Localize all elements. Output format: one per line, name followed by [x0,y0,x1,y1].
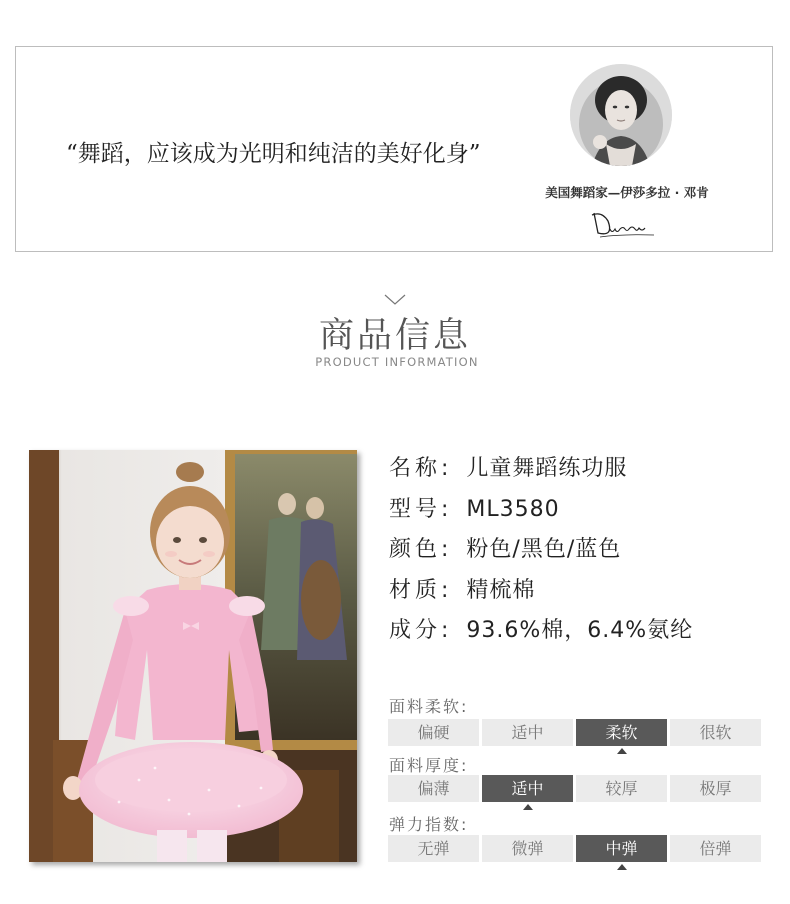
thickness-scale [388,775,762,802]
softness-option: 适中 [482,719,573,746]
thickness-label: 面料厚度: [389,756,469,775]
chevron-down-icon [384,294,406,306]
elasticity-option: 倍弹 [670,835,761,862]
elasticity-scale [388,835,762,862]
quote-text: “舞蹈，应该成为光明和纯洁的美好化身” [66,141,481,167]
thickness-option: 较厚 [576,775,667,802]
product-name-label: 名称: [389,456,453,481]
softness-scale [388,719,762,746]
product-name-value: 儿童舞蹈练功服 [466,456,628,481]
softness-indicator-icon [617,748,627,754]
signature-image [588,207,658,237]
elasticity-option-selected: 中弹 [576,835,667,862]
softness-option: 偏硬 [388,719,479,746]
elasticity-indicator-icon [617,864,627,870]
dancer-portrait [570,64,672,166]
product-color-row [389,532,621,563]
thickness-option: 偏薄 [388,775,479,802]
product-composition-label: 成分: [389,618,453,643]
elasticity-label: 弹力指数: [389,815,469,834]
quote-banner [15,46,773,252]
product-color-label: 颜色: [389,537,453,562]
product-photo [29,450,357,862]
product-composition-row [389,613,693,644]
product-composition-value: 93.6%棉，6.4%氨纶 [466,618,694,643]
product-color-value: 粉色/黑色/蓝色 [466,537,622,562]
product-name-row [389,451,627,482]
thickness-option: 极厚 [670,775,761,802]
thickness-indicator-icon [523,804,533,810]
product-material-row [389,573,535,604]
elasticity-option: 无弹 [388,835,479,862]
softness-label: 面料柔软: [389,697,469,716]
thickness-option-selected: 适中 [482,775,573,802]
softness-option-selected: 柔软 [576,719,667,746]
product-material-value: 精梳棉 [466,578,536,603]
product-model-row [389,492,560,523]
product-material-label: 材质: [389,578,453,603]
softness-option: 很软 [670,719,761,746]
dancer-attribution: 美国舞蹈家—伊莎多拉 · 邓肯 [545,185,709,200]
product-model-value: ML3580 [466,497,560,522]
section-title: 商品信息 [318,316,471,356]
elasticity-option: 微弹 [482,835,573,862]
section-subtitle: PRODUCT INFORMATION [315,355,479,369]
product-model-label: 型号: [389,497,453,522]
